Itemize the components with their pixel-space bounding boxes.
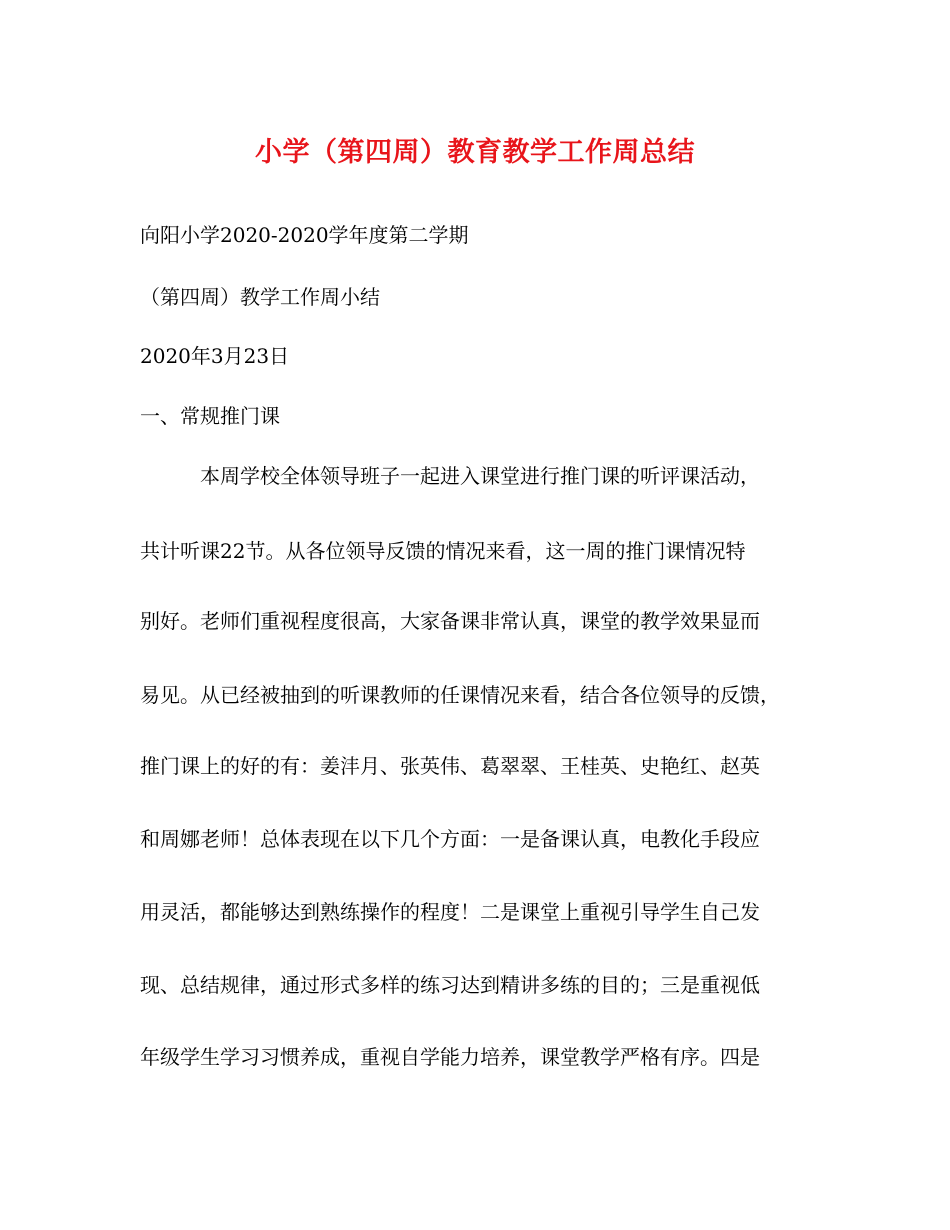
paragraph-line: 共计听课22节。从各位领导反馈的情况来看，这一周的推门课情况特 [140, 539, 746, 563]
document-title: 小学（第四周）教育教学工作周总结 [255, 137, 695, 168]
paragraph-line: 和周娜老师！总体表现在以下几个方面：一是备课认真，电教化手段应 [140, 827, 760, 851]
paragraph-line: 现、总结规律，通过形式多样的练习达到精讲多练的目的；三是重视低 [140, 973, 760, 997]
paragraph-line: 易见。从已经被抽到的听课教师的任课情况来看，结合各位领导的反馈， [140, 683, 780, 707]
paragraph-line: 年级学生学习习惯养成，重视自学能力培养，课堂教学严格有序。四是 [140, 1045, 760, 1069]
paragraph-line: 推门课上的好的有：姜沣月、张英伟、葛翠翠、王桂英、史艳红、赵英 [140, 754, 760, 778]
date-line: 2020年3月23日 [140, 344, 290, 368]
paragraph-line: 用灵活，都能够达到熟练操作的程度！二是课堂上重视引导学生自己发 [140, 900, 760, 924]
section-heading: 一、常规推门课 [140, 404, 280, 428]
paragraph-line: 别好。老师们重视程度很高，大家备课非常认真，课堂的教学效果显而 [140, 609, 760, 633]
school-term-line: 向阳小学2020-2020学年度第二学期 [140, 223, 469, 247]
week-summary-line: （第四周）教学工作周小结 [140, 285, 380, 309]
paragraph-line: 本周学校全体领导班子一起进入课堂进行推门课的听评课活动， [140, 464, 760, 488]
